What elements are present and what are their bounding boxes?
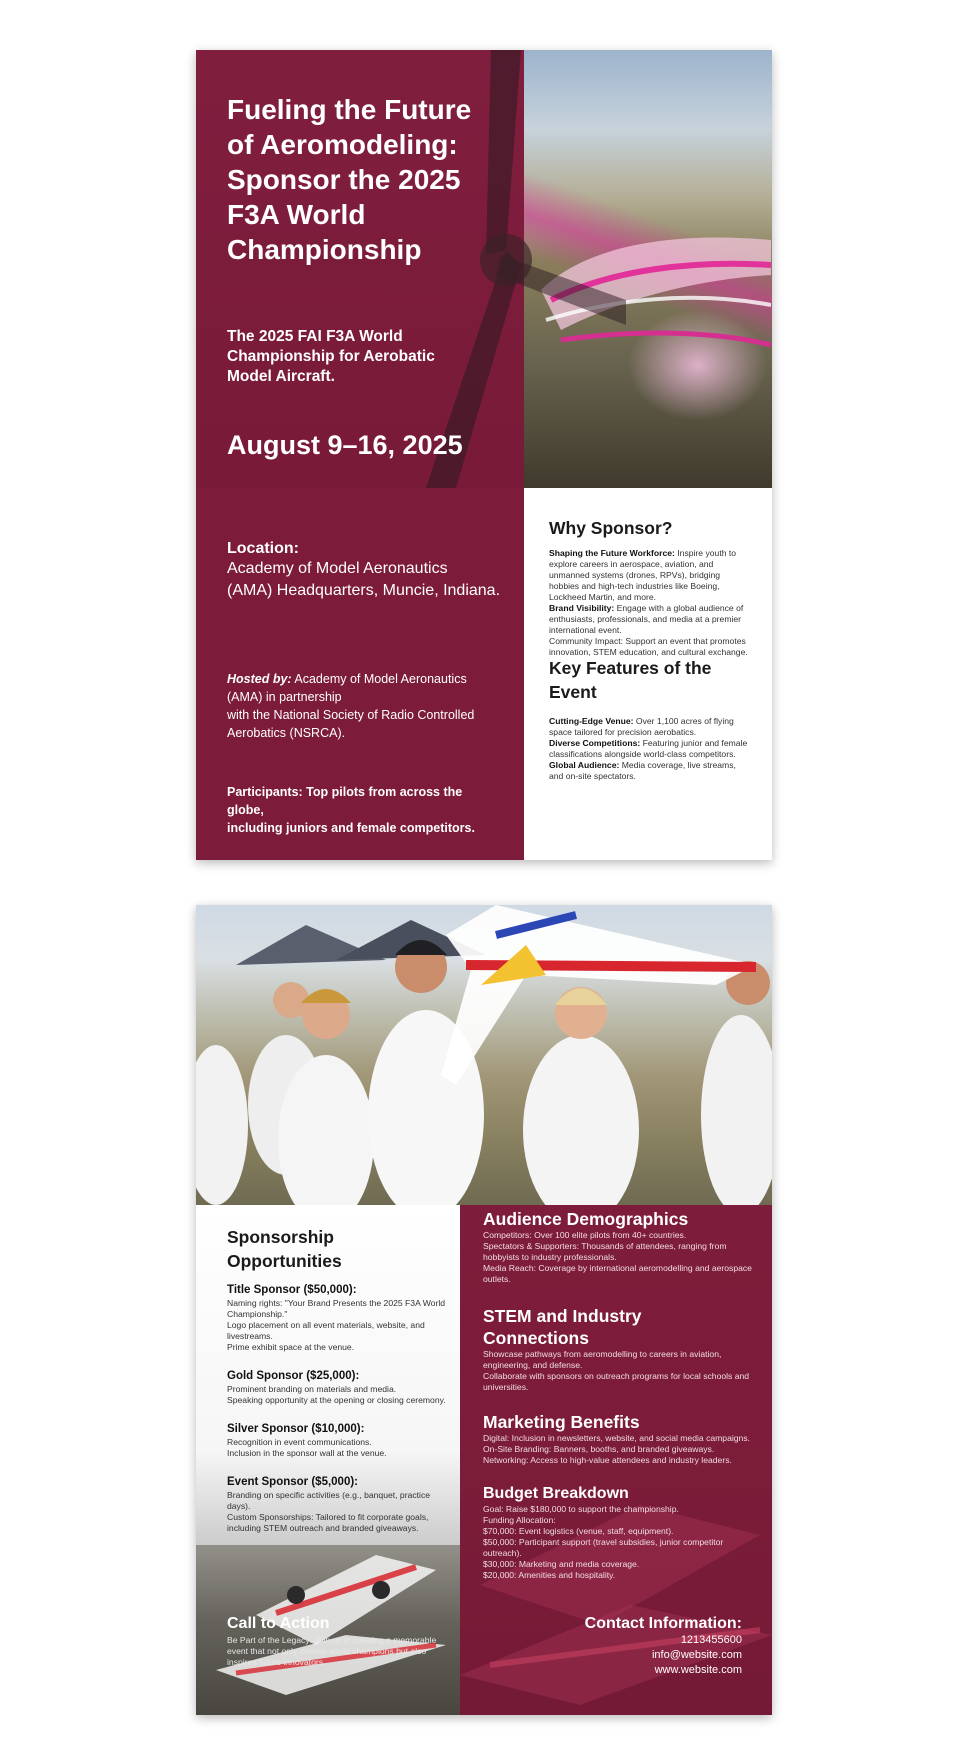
marketing-heading: Marketing Benefits: [483, 1412, 640, 1432]
title-line: of Aeromodeling:: [227, 129, 458, 160]
list-item: Brand Visibility: Engage with a global audience of enthusiasts, professionals, and media at a premier international event.: [549, 603, 744, 635]
audience-heading: Audience Demographics: [483, 1209, 689, 1229]
title-line: Fueling the Future: [227, 94, 472, 125]
flyer-page-front: [196, 50, 772, 860]
subtitle: [227, 327, 507, 387]
why-sponsor-heading: Why Sponsor?: [549, 518, 673, 538]
hosted-line: (AMA) in partnership: [227, 690, 342, 704]
hosted-line: Aerobatics (NSRCA).: [227, 726, 346, 740]
why-sponsor-list: [549, 548, 749, 658]
sponsorship-section: [227, 1225, 453, 1534]
location-line: (AMA) Headquarters, Muncie, Indiana.: [227, 582, 501, 599]
hosted-line: Academy of Model Aeronautics: [291, 672, 467, 686]
hosted-line: with the National Society of Radio Controlled: [227, 708, 475, 722]
subtitle-line: The 2025 FAI F3A World: [227, 328, 403, 345]
title-line: F3A World: [227, 199, 366, 230]
budget-heading: Budget Breakdown: [483, 1485, 629, 1502]
budget-text: Goal: Raise $180,000 to support the championship. Funding Allocation: $70,000: Event logistics (venue, staff, equipment). $50,000: Participant support (travel subsidies, junior competitor outreach). $30,000: Marketing and media coverage. $20,000: Amenities and hospitality.: [483, 1504, 724, 1580]
cta-heading: Call to Action: [227, 1615, 330, 1632]
tier-silver: Silver Sponsor ($10,000): Recognition in event communications. Inclusion in the sponsor wall at the venue.: [227, 1423, 387, 1458]
contact-phone: 1213455600: [680, 1634, 742, 1646]
location-label: Location:: [227, 540, 299, 557]
team-photo-graphic: [196, 905, 772, 1205]
list-item: Cutting-Edge Venue: Over 1,100 acres of flying space tailored for precision aerobatics.: [549, 716, 734, 737]
contact-email[interactable]: info@website.com: [651, 1649, 742, 1661]
cta-text: Be Part of the Legacy: Join us in creating a memorable event that not only crowns world champions but also inspires future innovators.: [227, 1635, 437, 1667]
tier-title: Title Sponsor ($50,000): Naming rights: "Your Brand Presents the 2025 F3A World Championship." Logo placement on all event materials, website, and livestreams. Prime exhibit space at the venue.: [227, 1284, 446, 1352]
main-title: [227, 92, 527, 267]
location-line: Academy of Model Aeronautics: [227, 560, 448, 577]
participants-line: Participants: Top pilots from across the globe,: [227, 785, 463, 817]
key-features-list: [549, 716, 749, 782]
key-features-heading: Key Features of the Event: [549, 658, 712, 702]
list-item: Shaping the Future Workforce: Inspire youth to explore careers in aerospace, aviation, and unmanned systems (drones, RPVs), bridging hobbies and high-tech industries like Boeing, Lockheed Martin, and more.: [549, 548, 737, 602]
info-panel: [524, 488, 772, 860]
participants-line: including juniors and female competitors.: [227, 821, 475, 835]
hosted-block: [227, 670, 477, 742]
subtitle-line: Championship for Aerobatic: [227, 348, 435, 365]
participants-block: [227, 783, 497, 837]
contact-website[interactable]: www.website.com: [654, 1664, 742, 1676]
subtitle-line: Model Aircraft.: [227, 368, 335, 385]
contact-section: [585, 1615, 742, 1678]
hosted-label: Hosted by:: [227, 672, 292, 686]
team-photo: [196, 905, 772, 1205]
audience-text: Competitors: Over 100 elite pilots from 40+ countries. Spectators & Supporters: Thousands of attendees, ranging from hobbyists to industry professionals. Media Reach: Coverage by international aeromodelling and aerospace outlets.: [483, 1230, 752, 1284]
title-line: Sponsor the 2025: [227, 164, 461, 195]
tier-event: Event Sponsor ($5,000): Branding on specific activities (e.g., banquet, practice days). Custom Sponsorships: Tailored to fit corporate goals, including STEM outreach and branded giveaways.: [227, 1476, 431, 1533]
event-date: August 9–16, 2025: [227, 430, 463, 460]
flyer-page-back: [196, 905, 772, 1715]
right-column: [483, 1208, 753, 1581]
stem-heading: STEM and Industry Connections: [483, 1306, 642, 1348]
sponsorship-heading: Sponsorship Opportunities: [227, 1227, 342, 1271]
list-item: Community Impact: Support an event that promotes innovation, STEM education, and cultural exchange.: [549, 636, 748, 657]
stem-text: Showcase pathways from aeromodelling to careers in aviation, engineering, and defense. Collaborate with sponsors on outreach programs for local schools and universities.: [483, 1349, 750, 1392]
title-line: Championship: [227, 234, 422, 265]
tier-gold: Gold Sponsor ($25,000): Prominent branding on materials and media. Speaking opportunity at the opening or closing ceremony.: [227, 1370, 446, 1405]
contact-heading: Contact Information:: [584, 1615, 742, 1632]
cta-section: [227, 1615, 437, 1668]
list-item: Diverse Competitions: Featuring junior and female classifications alongside world-class competitors.: [549, 738, 748, 759]
marketing-text: Digital: Inclusion in newsletters, website, and social media campaigns. On-Site Branding: Banners, booths, and branded giveaways. Networking: Access to high-value attendees and industry leaders.: [483, 1433, 751, 1465]
list-item: Global Audience: Media coverage, live streams, and on-site spectators.: [549, 760, 736, 781]
location-block: [227, 540, 517, 602]
